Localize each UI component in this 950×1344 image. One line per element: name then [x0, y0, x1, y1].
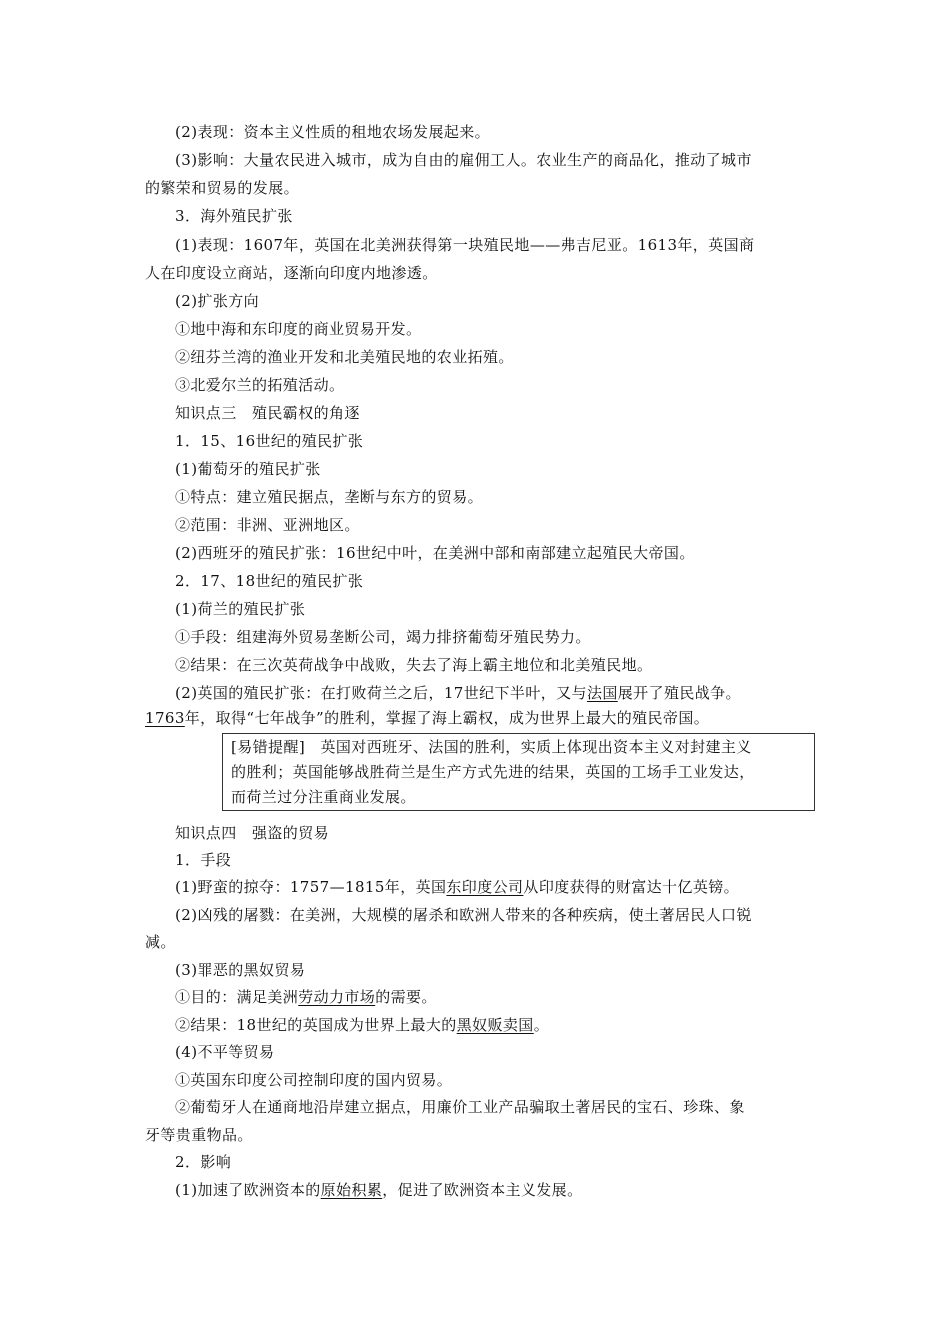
- underlined-term: 1763: [145, 709, 185, 727]
- text-line: (2)西班牙的殖民扩张：16世纪中叶，在美洲中部和南部建立起殖民大帝国。: [175, 544, 695, 562]
- text-line: (4)不平等贸易: [175, 1043, 275, 1061]
- underlined-term: 东印度公司: [446, 878, 524, 896]
- error-reminder-box: [222, 733, 815, 811]
- text-line: ①目的：满足美洲劳动力市场的需要。: [175, 988, 437, 1006]
- text-line: 1763年，取得“七年战争”的胜利，掌握了海上霸权，成为世界上最大的殖民帝国。: [145, 709, 710, 727]
- text-line: 的繁荣和贸易的发展。: [145, 179, 300, 197]
- text-line: ②结果：18世纪的英国成为世界上最大的黑奴贩卖国。: [175, 1016, 550, 1034]
- knowledge-point-heading: 知识点三 殖民霸权的角逐: [175, 404, 360, 422]
- text-line: ②葡萄牙人在通商地沿岸建立据点，用廉价工业产品骗取土著居民的宝石、珍珠、象: [175, 1098, 745, 1116]
- text-line: ①英国东印度公司控制印度的国内贸易。: [175, 1071, 453, 1089]
- underlined-term: 原始积累: [320, 1181, 383, 1199]
- text-line: (2)表现：资本主义性质的租地农场发展起来。: [175, 123, 491, 141]
- text-line: ②纽芬兰湾的渔业开发和北美殖民地的农业拓殖。: [175, 348, 514, 366]
- note-line: 而荷兰过分注重商业发展。: [231, 788, 416, 806]
- section-heading: 1．15、16世纪的殖民扩张: [175, 432, 364, 450]
- text-line: ②结果：在三次英荷战争中战败，失去了海上霸主地位和北美殖民地。: [175, 656, 653, 674]
- section-heading: 3．海外殖民扩张: [175, 207, 293, 225]
- note-line: 的胜利；英国能够战胜荷兰是生产方式先进的结果，英国的工场手工业发达，: [231, 763, 755, 781]
- section-heading: 2．17、18世纪的殖民扩张: [175, 572, 364, 590]
- underlined-term: 劳动力市场: [298, 988, 376, 1006]
- text-line: 人在印度设立商站，逐渐向印度内地渗透。: [145, 264, 438, 282]
- text-line: (1)表现：1607年，英国在北美洲获得第一块殖民地——弗吉尼亚。1613年，英国商: [175, 236, 755, 254]
- text-line: 牙等贵重物品。: [145, 1126, 253, 1144]
- underlined-term: 法国: [586, 684, 618, 702]
- text-line: (2)扩张方向: [175, 292, 260, 310]
- text-line: ①特点：建立殖民据点，垄断与东方的贸易。: [175, 488, 484, 506]
- text-line: ①地中海和东印度的商业贸易开发。: [175, 320, 422, 338]
- text-line: (2)凶残的屠戮：在美洲，大规模的屠杀和欧洲人带来的各种疾病，使土著居民人口锐: [175, 906, 752, 924]
- section-heading: 2．影响: [175, 1153, 232, 1171]
- text-line: 减。: [145, 933, 176, 951]
- text-line: ②范围：非洲、亚洲地区。: [175, 516, 360, 534]
- text-line: ①手段：组建海外贸易垄断公司，竭力排挤葡萄牙殖民势力。: [175, 628, 591, 646]
- knowledge-point-heading: 知识点四 强盗的贸易: [175, 824, 330, 842]
- note-line: [易错提醒] 英国对西班牙、法国的胜利，实质上体现出资本主义对封建主义: [231, 738, 752, 756]
- text-line: (3)影响：大量农民进入城市，成为自由的雇佣工人。农业生产的商品化，推动了城市: [175, 151, 752, 169]
- text-line: (1)葡萄牙的殖民扩张: [175, 460, 321, 478]
- section-heading: 1．手段: [175, 851, 232, 869]
- text-line: (1)野蛮的掠夺：1757—1815年，英国东印度公司从印度获得的财富达十亿英镑。: [175, 878, 740, 896]
- text-line: (3)罪恶的黑奴贸易: [175, 961, 306, 979]
- text-line: (2)英国的殖民扩张：在打败荷兰之后，17世纪下半叶，又与法国展开了殖民战争。: [175, 684, 741, 702]
- text-line: ③北爱尔兰的拓殖活动。: [175, 376, 345, 394]
- underlined-term: 黑奴贩卖国: [456, 1016, 534, 1034]
- text-line: (1)荷兰的殖民扩张: [175, 600, 306, 618]
- text-line: (1)加速了欧洲资本的原始积累，促进了欧洲资本主义发展。: [175, 1181, 583, 1199]
